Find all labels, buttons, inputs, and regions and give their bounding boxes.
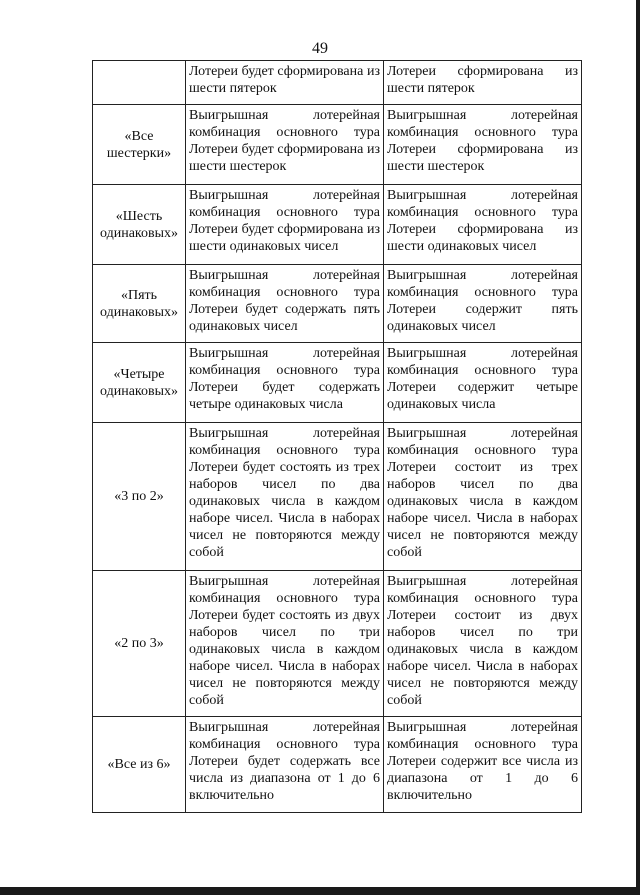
- new-wording-cell: Выигрышная лотерейная комбинация основного тура Лотереи содержит четыре одинаковых числа: [384, 343, 582, 423]
- new-wording-cell: Выигрышная лотерейная комбинация основного тура Лотереи состоит из трех наборов чисел по два одинаковых числа в каждом наборе чисел. Числа в наборах чисел не повторяются между собой: [384, 423, 582, 571]
- table-row: [93, 265, 582, 343]
- lottery-comparison-table: [92, 60, 582, 813]
- old-wording-cell: Выигрышная лотерейная комбинация основного тура Лотереи будет содержать все числа из диапазона от 1 до 6 включительно: [186, 717, 384, 813]
- table-row: [93, 185, 582, 265]
- new-wording-cell: Выигрышная лотерейная комбинация основного тура Лотереи сформирована из шести одинаковых чисел: [384, 185, 582, 265]
- table-row: [93, 717, 582, 813]
- old-wording-cell: Выигрышная лотерейная комбинация основного тура Лотереи будет сформирована из шести шестерок: [186, 105, 384, 185]
- scan-edge-right: [636, 0, 640, 895]
- table-row: [93, 61, 582, 105]
- combination-name: «Все из 6»: [93, 717, 186, 813]
- combination-name: «2 по 3»: [93, 571, 186, 717]
- old-wording-cell: Выигрышная лотерейная комбинация основного тура Лотереи будет состоять из трех наборов чисел по два одинаковых числа в каждом наборе чисел. Числа в наборах чисел не повторяются между собой: [186, 423, 384, 571]
- old-wording-cell: Выигрышная лотерейная комбинация основного тура Лотереи будет содержать пять одинаковых чисел: [186, 265, 384, 343]
- combination-name: «Пять одинаковых»: [93, 265, 186, 343]
- combination-name: «Шесть одинаковых»: [93, 185, 186, 265]
- combination-name: [93, 61, 186, 105]
- table-row: [93, 571, 582, 717]
- page-number: 49: [312, 40, 328, 57]
- old-wording-cell: Выигрышная лотерейная комбинация основного тура Лотереи будет состоять из двух наборов чисел по три одинаковых числа в каждом наборе чисел. Числа в наборах чисел не повторяются между собой: [186, 571, 384, 717]
- combination-name: «Четыре одинаковых»: [93, 343, 186, 423]
- new-wording-cell: Выигрышная лотерейная комбинация основного тура Лотереи состоит из двух наборов чисел по три одинаковых числа в каждом наборе чисел. Числа в наборах чисел не повторяются между собой: [384, 571, 582, 717]
- new-wording-cell: Выигрышная лотерейная комбинация основного тура Лотереи содержит пять одинаковых чисел: [384, 265, 582, 343]
- table-row: [93, 343, 582, 423]
- table-row: [93, 423, 582, 571]
- combination-name: «3 по 2»: [93, 423, 186, 571]
- table-row: [93, 105, 582, 185]
- combination-name: «Все шестерки»: [93, 105, 186, 185]
- new-wording-cell: Лотереи сформирована из шести пятерок: [384, 61, 582, 105]
- new-wording-cell: Выигрышная лотерейная комбинация основного тура Лотереи содержит все числа из диапазона от 1 до 6 включительно: [384, 717, 582, 813]
- old-wording-cell: Лотереи будет сформирована из шести пятерок: [186, 61, 384, 105]
- new-wording-cell: Выигрышная лотерейная комбинация основного тура Лотереи сформирована из шести шестерок: [384, 105, 582, 185]
- old-wording-cell: Выигрышная лотерейная комбинация основного тура Лотереи будет содержать четыре одинаковых числа: [186, 343, 384, 423]
- old-wording-cell: Выигрышная лотерейная комбинация основного тура Лотереи будет сформирована из шести одинаковых чисел: [186, 185, 384, 265]
- scan-edge-bottom: [0, 887, 640, 895]
